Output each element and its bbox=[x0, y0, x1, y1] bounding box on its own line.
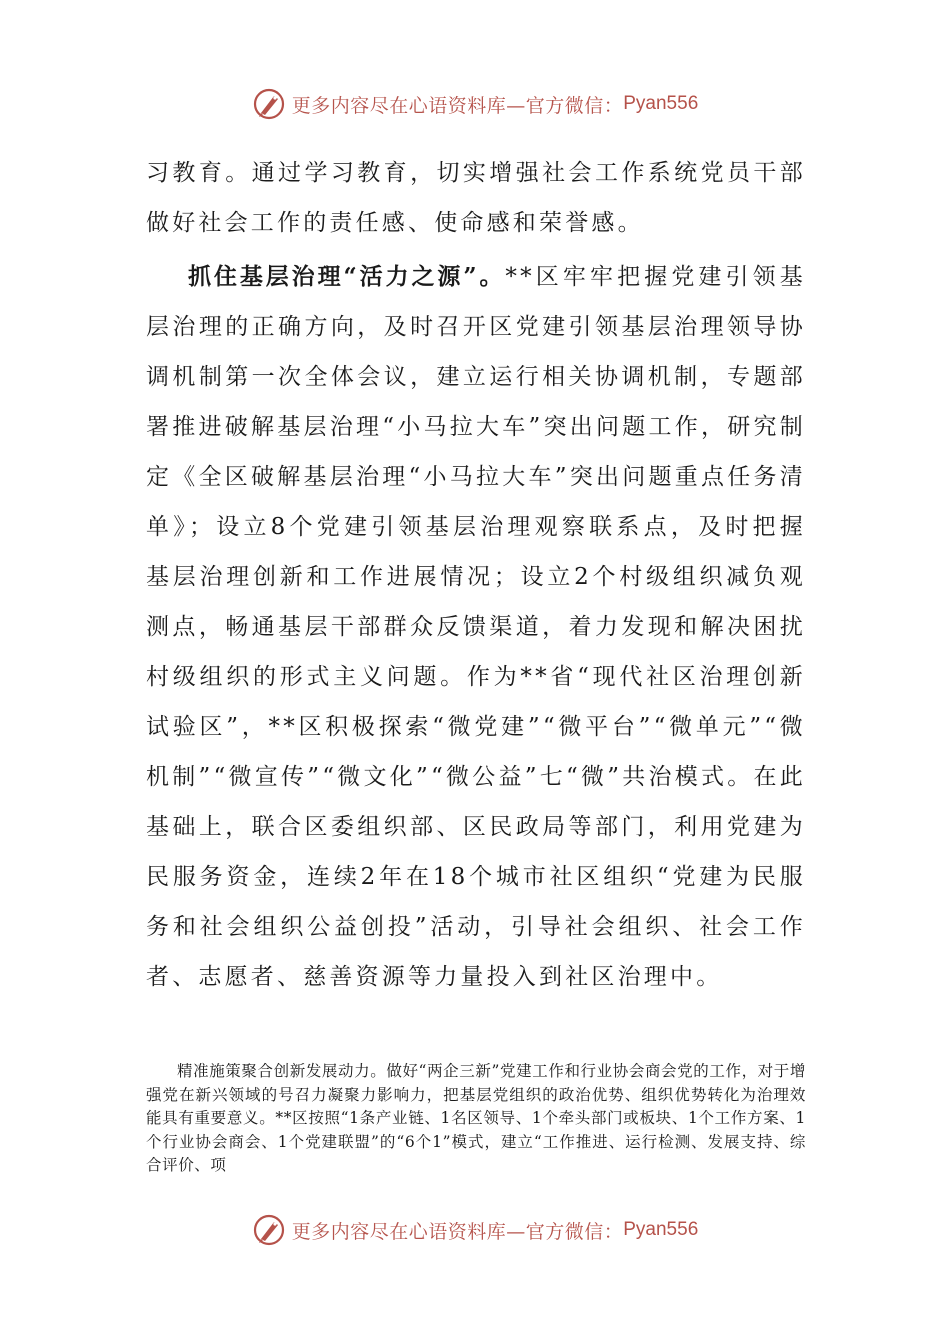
paragraph-2-body: **区牢牢把握党建引领基层治理的正确方向，及时召开区党建引领基层治理领导协调机制第一次全体会议，建立运行相关协调机制，专题部署推进破解基层治理“小马拉大车”突出问题工作，研究制定《全区破解基层治理“小马拉大车”突出问题重点任务清单》；设立8个党建引领基层治理观察联系点，及时把握基层治理创新和工作进展情况；设立2个村级组织减负观测点，畅通基层干部群众反馈渠道，着力发现和解决困扰村级组织的形式主义问题。作为**省“现代社区治理创新试验区”，**区积极探索“微党建”“微平台”“微单元”“微机制”“微宣传”“微文化”“微公益”七“微”共治模式。在此基础上，联合区委组织部、区民政局等部门，利用党建为民服务资金，连续2年在18个城市社区组织“党建为民服务和社会组织公益创投”活动，引导社会组织、社会工作者、志愿者、慈善资源等力量投入到社区治理中。 bbox=[146, 264, 806, 990]
paragraph-2-heading: 抓住基层治理“活力之源”。 bbox=[188, 263, 506, 290]
watermark-banner-top bbox=[0, 84, 950, 124]
watermark-wechat-id: Pyan556 bbox=[623, 1219, 699, 1240]
watermark-banner-bottom bbox=[0, 1210, 950, 1250]
paragraph-1: 习教育。通过学习教育，切实增强社会工作系统党员干部做好社会工作的责任感、使命感和荣誉感。 bbox=[146, 160, 806, 236]
watermark-text: 更多内容尽在心语资料库—官方微信： bbox=[291, 94, 624, 117]
paragraph-3: 精准施策聚合创新发展动力。做好“两企三新”党建工作和行业协会商会党的工作，对于增强党在新兴领域的号召力凝聚力影响力，把基层党组织的政治优势、组织优势转化为治理效能具有重要意义。**区按照“1条产业链、1名区领导、1个牵头部门或板块、1个工作方案、1个行业协会商会、1个党建联盟”的“6个1”模式，建立“工作推进、运行检测、发展支持、综合评价、项 bbox=[146, 1062, 806, 1174]
watermark-wechat-id: Pyan556 bbox=[623, 93, 699, 114]
fountain-pen-logo-icon bbox=[252, 1213, 286, 1247]
fountain-pen-logo-icon bbox=[252, 87, 286, 121]
paragraph-2 bbox=[146, 252, 806, 1002]
watermark-text: 更多内容尽在心语资料库—官方微信： bbox=[291, 1220, 624, 1243]
